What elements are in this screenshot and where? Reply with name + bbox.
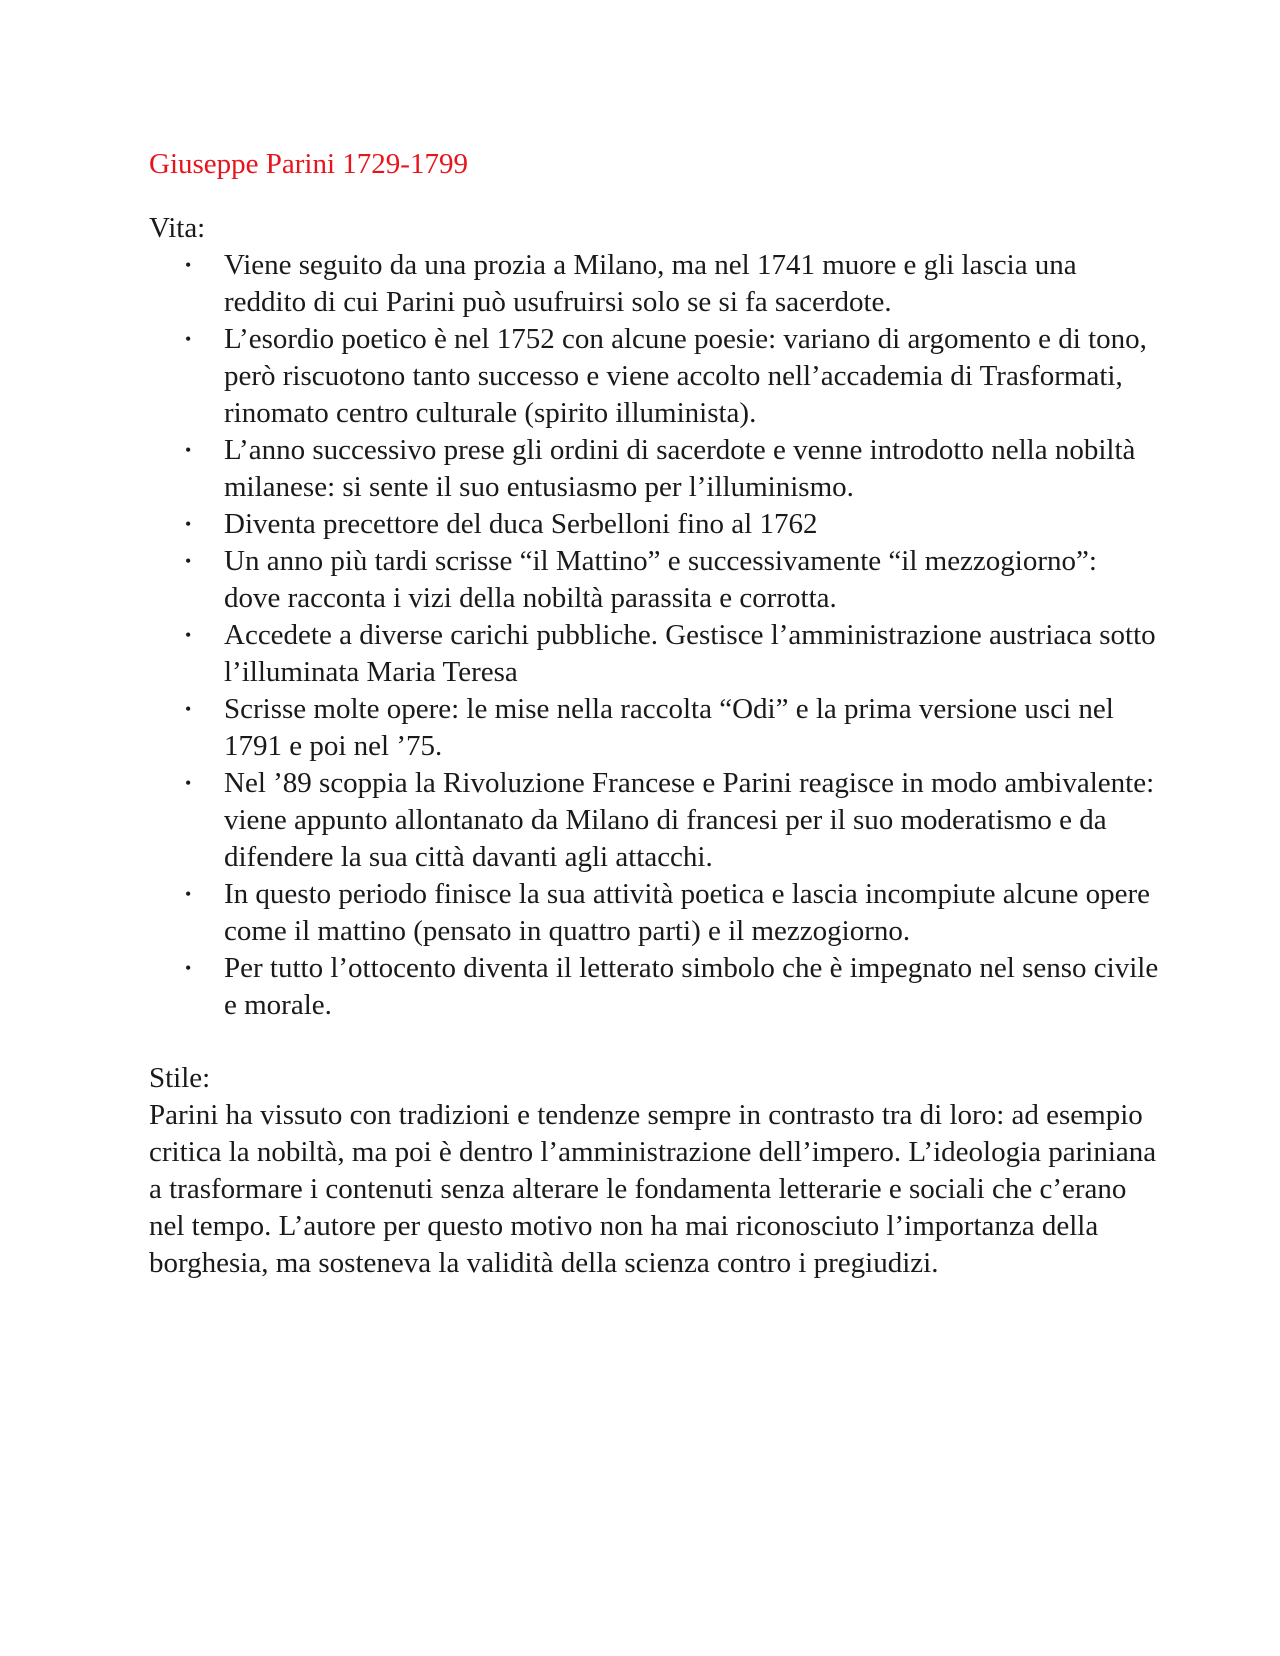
- bullet-icon: •: [185, 773, 192, 793]
- list-item-text: Nel ’89 scoppia la Rivoluzione Francese e Parini reagisce in modo ambivalente: viene appunto allontanato da Milano di francesi per il suo moderatismo e da difendere la sua città davanti agli attacchi.: [224, 767, 1155, 873]
- stile-section: [149, 1060, 1159, 1282]
- bullet-icon: •: [185, 440, 192, 460]
- list-item-text: Per tutto l’ottocento diventa il letterato simbolo che è impegnato nel senso civile e morale.: [224, 952, 1159, 1021]
- list-item: [149, 617, 1159, 691]
- stile-label: Stile:: [149, 1062, 211, 1094]
- list-item-text: Accedete a diverse carichi pubbliche. Gestisce l’amministrazione austriaca sotto l’illuminata Maria Teresa: [224, 619, 1156, 688]
- bullet-icon: •: [185, 958, 192, 978]
- list-item: [149, 506, 1159, 543]
- list-item-text: Diventa precettore del duca Serbelloni fino al 1762: [224, 508, 818, 540]
- bullet-icon: •: [185, 699, 192, 719]
- list-item-text: Un anno più tardi scrisse “il Mattino” e successivamente “il mezzogiorno”: dove racconta i vizi della nobiltà parassita e corrotta.: [224, 545, 1097, 614]
- list-item-text: L’esordio poetico è nel 1752 con alcune poesie: variano di argomento e di tono, però riscuotono tanto successo e viene accolto nell’accademia di Trasformati, rinomato centro culturale (spirito illuminista).: [224, 323, 1147, 429]
- list-item-text: L’anno successivo prese gli ordini di sacerdote e venne introdotto nella nobiltà milanese: si sente il suo entusiasmo per l’illuminismo.: [224, 434, 1136, 503]
- document-page: [149, 146, 1159, 1282]
- list-item: [149, 321, 1159, 432]
- bullet-icon: •: [185, 329, 192, 349]
- bullet-icon: •: [185, 255, 192, 275]
- list-item-text: Viene seguito da una prozia a Milano, ma nel 1741 muore e gli lascia una reddito di cui Parini può usufruirsi solo se si fa sacerdote.: [224, 249, 1077, 318]
- bullet-icon: •: [185, 551, 192, 571]
- list-item-text: In questo periodo finisce la sua attività poetica e lascia incompiute alcune opere come il mattino (pensato in quattro parti) e il mezzogiorno.: [224, 878, 1151, 947]
- document-title: Giuseppe Parini 1729-1799: [149, 148, 468, 180]
- list-item: [149, 247, 1159, 321]
- vita-label: Vita:: [149, 212, 206, 244]
- bullet-icon: •: [185, 884, 192, 904]
- vita-list: [149, 247, 1159, 1024]
- list-item: [149, 543, 1159, 617]
- list-item: [149, 876, 1159, 950]
- bullet-icon: •: [185, 514, 192, 534]
- list-item: [149, 691, 1159, 765]
- bullet-icon: •: [185, 625, 192, 645]
- stile-paragraph: Parini ha vissuto con tradizioni e tendenze sempre in contrasto tra di loro: ad esempio critica la nobiltà, ma poi è dentro l’amministrazione dell’impero. L’ideologia pariniana a trasformare i contenuti senza alterare le fondamenta letterarie e sociali che c’erano nel tempo. L’autore per questo motivo non ha mai riconosciuto l’importanza della borghesia, ma sosteneva la validità della scienza contro i pregiudizi.: [149, 1099, 1157, 1279]
- list-item: [149, 432, 1159, 506]
- list-item-text: Scrisse molte opere: le mise nella raccolta “Odi” e la prima versione usci nel 1791 e poi nel ’75.: [224, 693, 1114, 762]
- list-item: [149, 765, 1159, 876]
- list-item: [149, 950, 1159, 1024]
